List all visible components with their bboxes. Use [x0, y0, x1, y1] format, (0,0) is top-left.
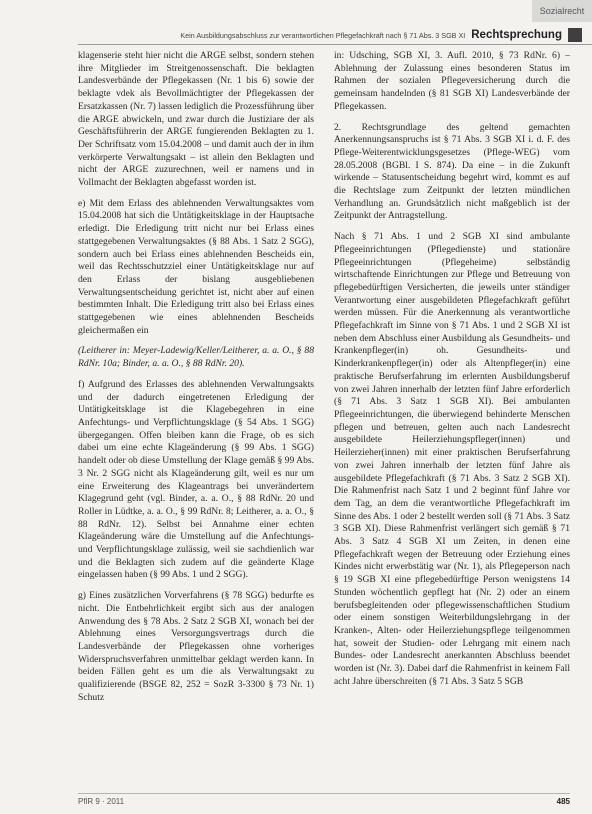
section-title: Rechtsprechung [471, 29, 562, 41]
left-column [78, 50, 314, 785]
right-column [334, 50, 570, 785]
page-footer [78, 793, 570, 808]
paragraph: Nach § 71 Abs. 1 und 2 SGB XI sind ambulante Pflegeeinrichtungen (Pflegedienste) und stationäre Pflegeeinrichtungen (Pflegeheime) selbständig wirtschaftende Einrichtungen zur Pflege und Betreuung von pflegebedürftigen Versicherten, die jeweils unter ständiger Verantwortung einer ausgebildeten Pflegefachkraft geführt werden müssen. Für die Anerkennung als verantwortliche Pflegefachkraft im Sinne von § 71 Abs. 1 und 2 SGB XI ist neben dem Abschluss einer Ausbildung als Gesundheits- und Krankenpfleger(in) oh. Gesundheits- und Kinderkrankenpfleger(in) oder als Altenpfleger(in) eine praktische Berufserfahrung im erlernten Ausbildungsberuf von zwei Jahren innerhalb der letzten fünf Jahre erforderlich (§ 71 Abs. 3 Satz 1 SGB XI). Bei ambulanten Pflegeeinrichtungen, die überwiegend behinderte Menschen pflegen und betreuen, gelten auch nach Landesrecht ausgebildete Heilerziehungspfleger(innen) und Heilerzieher(innen) mit einer praktischen Berufserfahrung von zwei Jahren innerhalb der letzten fünf Jahre als ausgebildete Pflegefachkraft (§ 71 Abs. 3 Satz 2 SGB XI). Die Rahmenfrist nach Satz 1 und 2 beginnt fünf Jahre vor dem Tag, an dem die verantwortliche Pflegefachkraft im Sinne des Abs. 1 oder 2 bestellt werden soll (§ 71 Abs. 3 Satz 3 SGB XI). Diese Rahmenfrist verlängert sich gemäß § 71 Abs. 3 Satz 4 SGB XI um Zeiten, in denen eine Pflegefachkraft wegen der Betreuung oder Erziehung eines Kindes nicht erwerbstätig war (Nr. 1), als Pflegeperson nach § 19 SGB XI eine pflegebedürftige Person wenigstens 14 Stunden wöchentlich gepflegt hat (Nr. 2) oder an einem berufsbegleitenden oder pflegewissenschaftlichen Studium oder einem sonstigen Weiterbildungslehrgang in der Kranken-, Alten- oder Heilerziehungspflege teilgenommen hat, soweit der Studien- oder Lehrgang mit einem nach Bundes- oder Landesrecht anerkannten Abschluss beendet worden ist (Nr. 3). Dabei darf die Rahmenfrist in keinem Fall acht Jahre überschreiten (§ 71 Abs. 3 Satz 5 SGB [334, 231, 570, 687]
section-marker-square [568, 28, 582, 42]
paragraph: klagenserie steht hier nicht die ARGE selbst, sondern stehen ihre Mitglieder im Streitgenossenschaft. Die beklagten Landesverbände der Pflegekassen (Nr. 1 bis 6) sowie der beklagte vdek als Bevollmächtigter der Pflegekassen der Ersatzkassen (Nr. 7) lassen lediglich die Prozessführung über die ARGE abwickeln, und zwar durch die Justiziare der als Geschäftsführerin der ARGE fungierenden Beklagten zu 1. Der Schriftsatz vom 15.04.2008 – und damit auch der in ihm verkörperte Verwaltungsakt – ist allein den Beklagten und nicht der ARGE zuzurechnen, weil er namens und in Vollmacht der Beklagten abgefasst worden ist. [78, 50, 314, 189]
journal-label: PflR 9 · 2011 [78, 796, 125, 806]
section-tab-label: Sozialrecht [539, 6, 585, 16]
paragraph: f) Aufgrund des Erlasses des ablehnenden Verwaltungsakts und der dadurch eingetretenen Erledigung der Untätigkeitsklage ist die Klagebegehren in eine Anfechtungs- und Verpflichtungsklage (§ 54 Abs. 1 SGG) übergegangen. Offen bleiben kann die Frage, ob es sich dabei um eine echte Klageänderung (§ 99 Abs. 1 SGG) handelt oder ob diese Umstellung der Klage gemäß § 99 Abs. 3 Nr. 2 SGG nicht als Klageänderung gilt, weil es nur um eine Erweiterung des Klageantrags bei unverändertem Klagegrund geht (vgl. Binder, a. a. O., § 88 RdNr. 20 und Roller in Lüdtke, a. a. O., § 99 RdNr. 8; Leitherer, a. a. O., § 88 RdNr. 12). Selbst bei Annahme einer echten Klageänderung wäre die Umstellung auf die Anfechtungs- und Verpflichtungsklage zulässig, weil sie sachdienlich war und die Beklagten sich zudem auf die geänderte Klage eingelassen haben (§ 99 Abs. 1 und 2 SGG). [78, 378, 314, 581]
section-tab [532, 0, 592, 22]
paragraph: g) Eines zusätzlichen Vorverfahrens (§ 78 SGG) bedurfte es nicht. Die Entbehrlichkeit ergibt sich aus der analogen Anwendung des § 78 Abs. 2 Satz 2 SGB XI, wonach bei der Ablehnung eines Versorgungsvertrags durch die Landesverbände der Pflegekassen ohne vorheriges Widerspruchsverfahren unmittelbar geklagt werden kann. In beiden Fällen geht es um die als Verwaltungsakt zu qualifizierende (BSGE 82, 252 = SozR 3-3300 § 73 Nr. 1) Schutz [78, 590, 314, 703]
running-title: Kein Ausbildungsabschluss zur verantwortlichen Pflegefachkraft nach § 71 Abs. 3 SGB XI [180, 30, 466, 40]
paragraph: 2. Rechtsgrundlage des geltend gemachten Anerkennungsanspruchs ist § 71 Abs. 3 SGB XI i. d. F. des Pflege-Weiterentwicklungsgesetzes (Pflege-WEG) vom 28.05.2008 (BGBl. I S. 874). Da eine – in die Zukunft wirkende – Statusentscheidung begehrt wird, kommt es auf die Rechtslage zum Zeitpunkt der letzten mündlichen Verhandlung an. Grundsätzlich nicht maßgeblich ist der Zeitpunkt der Antragstellung. [334, 121, 570, 222]
paragraph: e) Mit dem Erlass des ablehnenden Verwaltungsaktes vom 15.04.2008 hat sich die Untätigkeitsklage in der Hauptsache erledigt. Die Erledigung tritt nicht nur bei Erlass eines stattgegebenen Verwaltungsaktes (§ 88 Abs. 1 Satz 2 SGG), sondern auch bei Erlass eines ablehnenden Bescheids ein, weil das Rechtsschutzziel einer Untätigkeitsklage nur auf den Erlass der bislang ausgebliebenen Verwaltungsentscheidung gerichtet ist, nicht aber auf einen bestimmten Inhalt. Die Erledigung tritt also bei Erlass eines stattgegebenen wie eines ablehnenden Bescheids gleichermaßen ein [78, 197, 314, 336]
citation-paragraph: (Leitherer in: Meyer-Ladewig/Keller/Leitherer, a. a. O., § 88 RdNr. 10a; Binder, a. a. O., § 88 RdNr. 20). [78, 345, 314, 370]
page-number: 485 [556, 796, 570, 806]
body-columns [78, 50, 570, 785]
paragraph: in: Udsching, SGB XI, 3. Aufl. 2010, § 73 RdNr. 6) – Ablehnung der Zulassung eines besonderen Status im Rahmen der sozialen Pflegeversicherung durch die gemeinsam handelnden (§ 81 SGB XI) Landesverbände der Pflegekassen. [334, 50, 570, 112]
page-header [78, 26, 592, 45]
